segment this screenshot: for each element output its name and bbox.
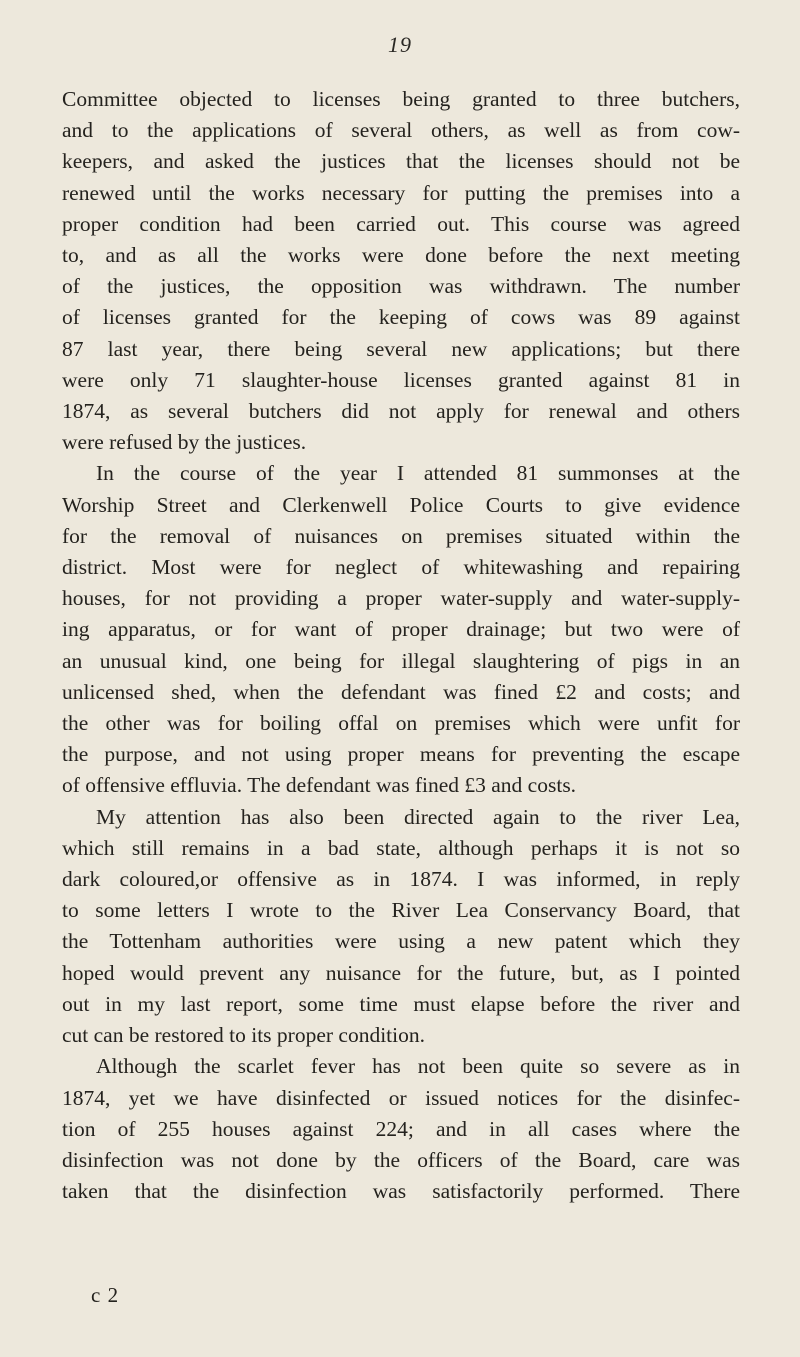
signature-mark: c 2	[91, 1283, 120, 1307]
text-line: cut can be restored to its proper condition.	[62, 1023, 426, 1048]
text-line: houses, for not providing a proper water-supply and water-supply-	[62, 586, 740, 611]
text-line: the Tottenham authorities were using a new patent which they	[62, 929, 740, 954]
paragraph-2	[62, 458, 740, 801]
text-line: of the justices, the opposition was withdrawn. The number	[62, 274, 740, 299]
body-text	[62, 84, 740, 1207]
text-line: an unusual kind, one being for illegal slaughtering of pigs in an	[62, 648, 740, 673]
paragraph-3	[62, 802, 740, 1052]
text-line: 87 last year, there being several new applications; but there	[62, 336, 740, 361]
paragraph-1	[62, 84, 740, 458]
text-line: the purpose, and not using proper means for preventing the escape	[62, 742, 740, 767]
text-line: ing apparatus, or for want of proper drainage; but two were of	[62, 617, 740, 642]
text-line: disinfection was not done by the officers of the Board, care was	[62, 1147, 740, 1172]
text-line: were refused by the justices.	[62, 430, 307, 455]
text-line: of licenses granted for the keeping of cows was 89 against	[62, 305, 740, 330]
text-line: of offensive effluvia. The defendant was fined £3 and costs.	[62, 773, 577, 798]
text-line: out in my last report, some time must elapse before the river and	[62, 991, 740, 1016]
page-number: 19	[388, 32, 412, 57]
text-line: 1874, as several butchers did not apply for renewal and others	[62, 399, 740, 424]
text-line: to, and as all the works were done before the next meeting	[62, 243, 740, 268]
text-line: to some letters I wrote to the River Lea Conservancy Board, that	[62, 898, 740, 923]
text-line: district. Most were for neglect of whitewashing and repairing	[62, 555, 740, 580]
text-line: proper condition had been carried out. This course was agreed	[62, 211, 740, 236]
text-line: hoped would prevent any nuisance for the future, but, as I pointed	[62, 960, 740, 985]
text-line: Committee objected to licenses being granted to three butchers,	[62, 87, 740, 111]
text-line: unlicensed shed, when the defendant was fined £2 and costs; and	[62, 679, 740, 704]
text-line: for the removal of nuisances on premises situated within the	[62, 523, 740, 548]
text-line: the other was for boiling offal on premises which were unfit for	[62, 711, 740, 736]
text-line: and to the applications of several others, as well as from cow-	[62, 118, 740, 143]
text-line: Worship Street and Clerkenwell Police Courts to give evidence	[62, 492, 740, 517]
paragraph-4	[62, 1051, 740, 1207]
text-line: tion of 255 houses against 224; and in all cases where the	[62, 1116, 740, 1141]
text-line: dark coloured,or offensive as in 1874. I was informed, in reply	[62, 867, 740, 892]
text-line: In the course of the year I attended 81 summonses at the	[96, 461, 740, 486]
text-line: which still remains in a bad state, although perhaps it is not so	[62, 835, 740, 860]
text-line: were only 71 slaughter-house licenses granted against 81 in	[62, 367, 740, 392]
text-line: My attention has also been directed again to the river Lea,	[96, 804, 740, 829]
text-line: Although the scarlet fever has not been quite so severe as in	[96, 1054, 740, 1079]
text-line: 1874, yet we have disinfected or issued notices for the disinfec-	[62, 1085, 740, 1110]
text-line: taken that the disinfection was satisfactorily performed. There	[62, 1179, 740, 1204]
text-line: keepers, and asked the justices that the licenses should not be	[62, 149, 740, 174]
text-line: renewed until the works necessary for putting the premises into a	[62, 180, 740, 205]
